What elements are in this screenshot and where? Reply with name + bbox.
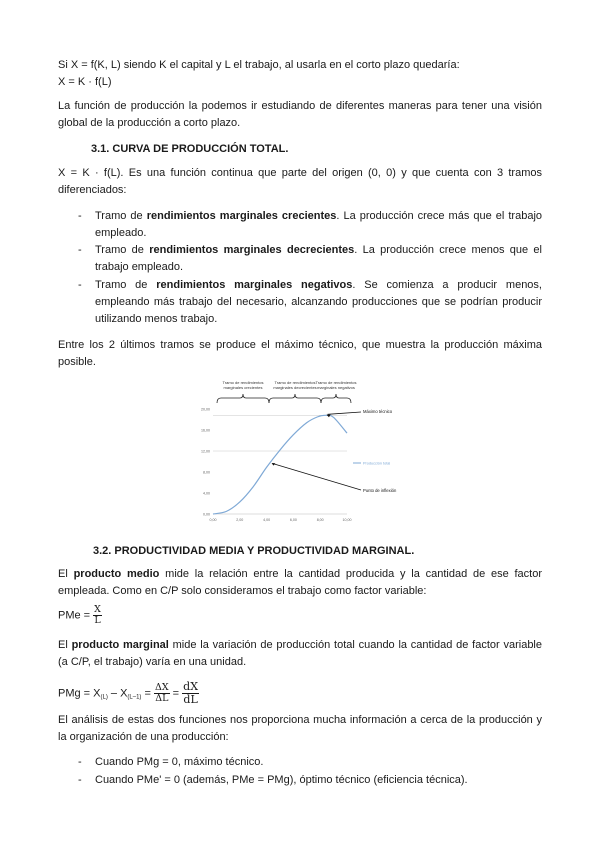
y-tick-label: 8,00 xyxy=(203,470,210,475)
bracket-label: marginales decrecientes xyxy=(273,385,317,390)
curve-description: X = K · f(L). Es una función continua que parte del origen (0, 0) y que cuenta con 3 tramos diferenciados: xyxy=(58,167,542,196)
max-arrow-line xyxy=(328,412,361,414)
bracket-1 xyxy=(269,394,321,403)
bracket-label: marginales crecientes xyxy=(223,385,263,390)
intro-text: Si X = f(K, L) siendo K el capital y L el trabajo, al usarla en el corto plazo quedaría: xyxy=(58,59,460,71)
intro-formula: X = K · f(L) xyxy=(58,76,112,88)
x-tick-label: 0,00 xyxy=(209,518,217,522)
section-heading-productivity: 3.2. PRODUCTIVIDAD MEDIA Y PRODUCTIVIDAD MARGINAL. xyxy=(93,545,415,557)
y-tick-label: 12,00 xyxy=(201,449,210,454)
y-tick-label: 16,00 xyxy=(201,428,210,433)
bold-term: producto marginal xyxy=(71,639,169,651)
bracket-label: Tramo de rendimientos xyxy=(222,380,264,385)
x-tick-label: 6,00 xyxy=(289,518,297,522)
annotation-max: Máximo técnico xyxy=(363,409,393,414)
list-dash: - xyxy=(78,756,82,768)
annotation-inflection: Punto de inflexión xyxy=(363,488,397,493)
bracket-label: Tramo de rendimientos xyxy=(315,380,357,385)
pme-formula: PMe = $\frac{X}{L}$ xyxy=(58,604,101,626)
x-tick-label: 2,00 xyxy=(236,518,244,522)
y-tick-label: 0,00 xyxy=(203,512,210,517)
intro-paragraph xyxy=(58,57,542,91)
production-curve xyxy=(213,415,347,514)
pmg-formula: PMg = $X_{(L)} - X_{(L-1)}$ = $\frac{\Delta X}{\Delta L}$ = $\frac{dX}{dL}$ xyxy=(58,680,199,706)
bracket-2 xyxy=(321,394,351,403)
section-heading-total-production: 3.1. CURVA DE PRODUCCIÓN TOTAL. xyxy=(91,143,289,155)
list-dash: - xyxy=(78,279,82,291)
bracket-label: marginales negativos xyxy=(317,385,355,390)
list-dash: - xyxy=(78,774,82,786)
inflection-arrow-line xyxy=(273,464,361,490)
bold-term: rendimientos marginales crecientes xyxy=(146,210,337,222)
bold-term: rendimientos marginales decrecientes xyxy=(149,244,355,256)
bracket-label: Tramo de rendimientos xyxy=(274,380,316,385)
bold-term: rendimientos marginales negativos xyxy=(156,279,353,291)
x-tick-label: 10,00 xyxy=(342,518,352,522)
average-product-paragraph: El producto medio mide la relación entre la cantidad producida y la cantidad de ese factor empleada. Como en C/P solo consideramos el trabajo como factor variable: xyxy=(58,568,543,597)
marginal-product-paragraph: El producto marginal mide la variación de producción total cuando la cantidad de factor variable (a C/P, el trabajo) varía en una unidad. xyxy=(58,639,542,668)
max-technical-paragraph: Entre los 2 últimos tramos se produce el máximo técnico, que muestra la producción máxima posible. xyxy=(58,339,542,368)
x-tick-label: 4,00 xyxy=(263,518,271,522)
list-dash: - xyxy=(78,244,82,256)
legend-label: Producción total xyxy=(363,461,391,466)
production-curve-chart xyxy=(199,376,404,524)
list-dash: - xyxy=(78,210,82,222)
x-tick-label: 8,00 xyxy=(316,518,324,522)
production-paragraph: La función de producción la podemos ir estudiando de diferentes maneras para tener una visión global de la producción a corto plazo. xyxy=(58,100,542,129)
bold-term: producto medio xyxy=(73,568,160,580)
bracket-0 xyxy=(217,394,269,403)
y-tick-label: 20,00 xyxy=(201,407,210,412)
y-tick-label: 4,00 xyxy=(203,491,210,496)
analysis-paragraph: El análisis de estas dos funciones nos proporciona mucha información a cerca de la producción y la organización de una producción: xyxy=(58,714,542,743)
